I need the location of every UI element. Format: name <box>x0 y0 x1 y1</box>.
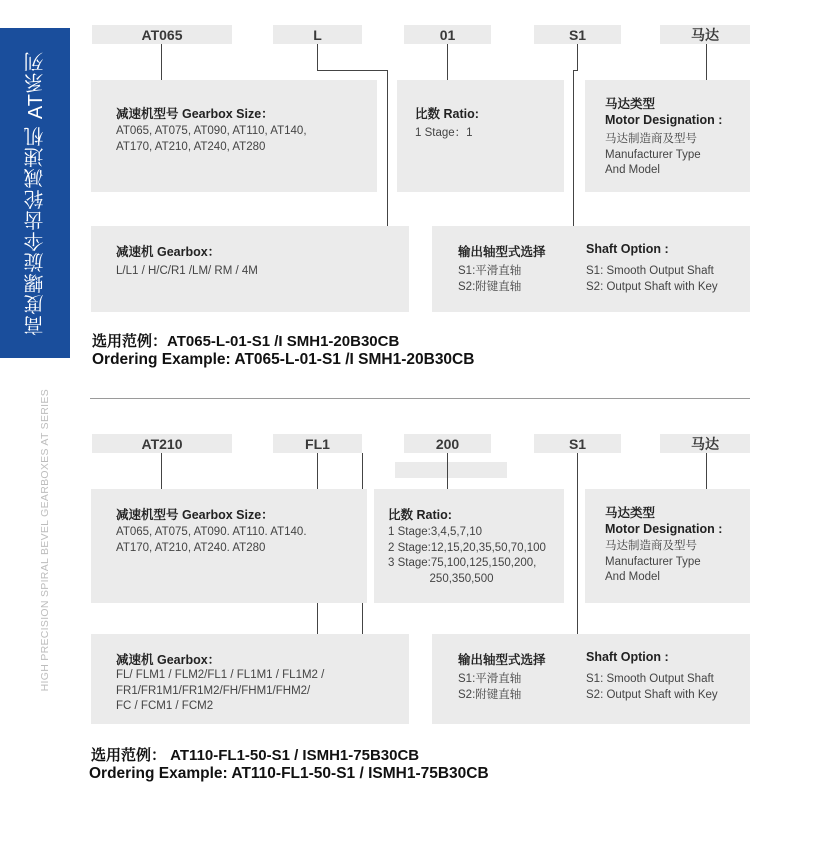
shaft-text-en: S1: Smooth Output Shaft S2: Output Shaft with Key <box>586 673 718 701</box>
gearbox-size-panel <box>91 80 377 192</box>
shaft-panel <box>432 634 750 724</box>
motor-text: 马达制造商及型号 Manufacturer Type And Model <box>605 133 701 176</box>
ratio-title: 比数 Ratio: <box>388 508 452 522</box>
code-shaft-2: S1 <box>534 434 621 453</box>
code-size-1: AT065 <box>92 25 232 44</box>
gearbox-type-title: 减速机 Gearbox： <box>116 245 221 259</box>
ordering-example-cn: 选用范例： AT110-FL1-50-S1 / ISMH1-75B30CB <box>91 747 420 764</box>
gearbox-type-panel <box>91 226 409 312</box>
connector-line <box>573 70 574 226</box>
connector-line <box>577 453 578 634</box>
gearbox-size-list: AT065, AT075, AT090. AT110. AT140. AT170, AT210, AT240. AT280 <box>116 526 307 554</box>
connector-line <box>161 44 162 80</box>
connector-line <box>317 453 318 454</box>
motor-title: 马达类型 Motor Designation : <box>605 97 723 127</box>
code-ratio-1: 01 <box>404 25 491 44</box>
ratio-list: 1 Stage：1 <box>415 127 473 139</box>
gearbox-size-list: AT065, AT075, AT090, AT110, AT140, AT170, AT210, AT240, AT280 <box>116 125 307 153</box>
connector-line <box>447 44 448 80</box>
ratio-title: 比数 Ratio: <box>415 107 479 121</box>
motor-panel <box>585 489 750 603</box>
code-ratio-2: 200 <box>404 434 491 453</box>
connector-line <box>706 44 707 80</box>
ordering-example-cn: 选用范例：AT065-L-01-S1 /I SMH1-20B30CB <box>92 333 400 350</box>
gearbox-size-title: 减速机型号 Gearbox Size： <box>116 508 274 522</box>
code-shaft-1: S1 <box>534 25 621 44</box>
gearbox-type-list: FL/ FLM1 / FLM2/FL1 / FL1M1 / FL1M2 / FR1/FR1M1/FR1M2/FH/FHM1/FHM2/ FC / FCM1 / FCM2 <box>116 669 325 712</box>
shaft-text-cn: S1:平滑直轴 S2:附键直轴 <box>458 265 522 293</box>
code-motor-1: 马达 <box>660 25 750 44</box>
ratio-panel <box>374 489 564 603</box>
code-size-2: AT210 <box>92 434 232 453</box>
ordering-example-en: Ordering Example: AT110-FL1-50-S1 / ISMH1-75B30CB <box>89 765 489 782</box>
series-subtitle: HIGH PRECISION SPIRAL BEVEL GEARBOXES AT SERIES <box>39 388 51 692</box>
ordering-example-en: Ordering Example: AT065-L-01-S1 /I SMH1-20B30CB <box>92 351 475 368</box>
connector-line <box>577 44 578 70</box>
ratio-panel <box>397 80 564 192</box>
shaft-panel <box>432 226 750 312</box>
shaft-text-en: S1: Smooth Output Shaft S2: Output Shaft with Key <box>586 265 718 293</box>
connector-line <box>161 453 162 489</box>
gearbox-size-title: 减速机型号 Gearbox Size： <box>116 107 274 121</box>
connector-line <box>447 453 448 489</box>
connector-line <box>706 453 707 489</box>
code-gearbox-2: FL1 <box>273 434 362 453</box>
code-gearbox-1: L <box>273 25 362 44</box>
ratio-list: 1 Stage:3,4,5,7,10 2 Stage:12,15,20,35,50,70,100 3 Stage:75,100,125,150,200, 250,350,500 <box>388 526 546 585</box>
motor-title: 马达类型 Motor Designation : <box>605 506 723 536</box>
gearbox-type-list: L/L1 / H/C/R1 /LM/ RM / 4M <box>116 265 258 277</box>
shaft-text-cn: S1:平滑直轴 S2:附键直轴 <box>458 673 522 701</box>
connector-line <box>317 70 387 71</box>
blank-bar <box>395 462 507 478</box>
connector-line <box>317 44 318 70</box>
motor-panel <box>585 80 750 192</box>
shaft-title-cn: 输出轴型式选择 <box>458 245 546 259</box>
motor-text: 马达制造商及型号 Manufacturer Type And Model <box>605 540 701 583</box>
connector-line <box>387 70 388 226</box>
gearbox-type-panel <box>91 634 409 724</box>
shaft-title-en: Shaft Option : <box>586 242 669 256</box>
gearbox-size-panel <box>91 489 367 603</box>
gearbox-type-title: 减速机 Gearbox： <box>116 653 221 667</box>
shaft-title-cn: 输出轴型式选择 <box>458 653 546 667</box>
section-divider <box>90 398 750 399</box>
shaft-title-en: Shaft Option : <box>586 650 669 664</box>
series-title: 高度螺旋伞齿轮减速机 AT系列 <box>24 50 47 336</box>
code-motor-2: 马达 <box>660 434 750 453</box>
